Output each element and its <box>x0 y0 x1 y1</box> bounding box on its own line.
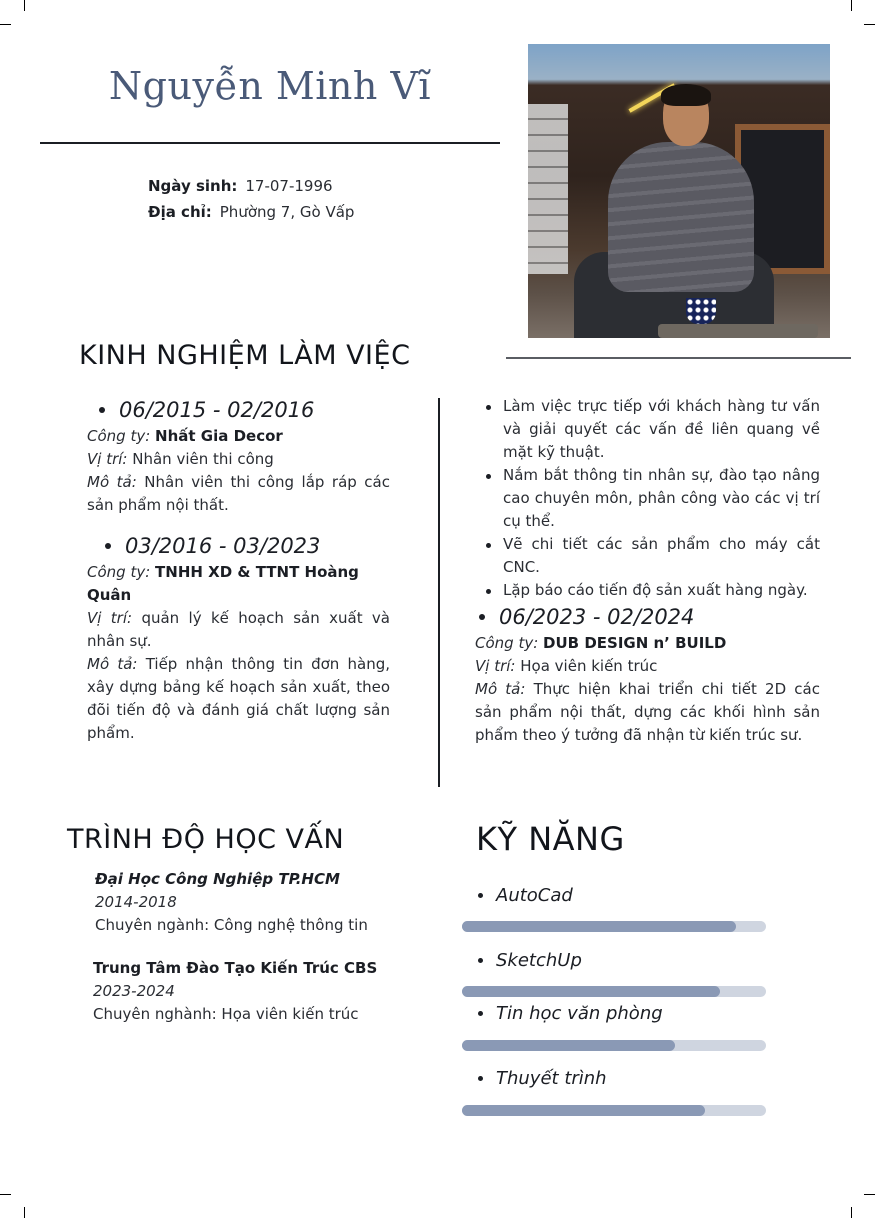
photo-table <box>658 324 818 338</box>
education-item <box>93 957 377 1026</box>
school-name: Đại Học Công Nghiệp TP.HCM <box>95 870 340 888</box>
job-entry <box>87 395 390 517</box>
description-row <box>87 471 390 517</box>
job-period <box>87 395 390 425</box>
bullet-icon <box>478 958 483 963</box>
skills-title: KỸ NĂNG <box>476 820 625 858</box>
skill-autocad <box>462 881 766 909</box>
company-label: Công ty: <box>475 634 539 652</box>
job-entry <box>475 602 820 747</box>
company-label: Công ty: <box>87 563 151 581</box>
description-value: Tiếp nhận thông tin đơn hàng, xây dựng bảng kế hoạch sản xuất, theo đõi tiến độ và đánh giá chất lượng sản phẩm. <box>87 655 390 742</box>
personal-info <box>148 173 354 225</box>
skill-name: Thuyết trình <box>496 1067 607 1089</box>
position-label: Vị trí: <box>87 450 128 468</box>
description-row <box>87 653 390 745</box>
portrait-photo <box>528 44 830 338</box>
task-item: Lặp báo cáo tiến độ sản xuất hàng ngày. <box>503 579 820 602</box>
skill-sketchup <box>462 946 766 974</box>
task-item: Làm việc trực tiếp với khách hàng tư vấn và giải quyết các vấn đề liên quang về mặt kỹ thuật. <box>503 395 820 464</box>
job-period <box>475 602 820 632</box>
skill-bar <box>462 986 766 997</box>
company-name: DUB DESIGN n’ BUILD <box>543 634 727 652</box>
task-item: Nắm bắt thông tin nhân sự, đào tạo nâng cao chuyên môn, phân công vào các vị trí cụ thể. <box>503 464 820 533</box>
task-item: Vẽ chi tiết các sản phẩm cho máy cắt CNC. <box>503 533 820 579</box>
crop-mark <box>24 0 25 11</box>
birth-value: 17-07-1996 <box>245 177 333 195</box>
skill-bar <box>462 921 766 932</box>
crop-mark <box>0 1194 11 1195</box>
experience-title: KINH NGHIỆM LÀM VIỆC <box>79 340 411 371</box>
header-divider <box>40 142 500 144</box>
skill-name: Tin học văn phòng <box>496 1002 663 1024</box>
skill-office <box>462 999 766 1027</box>
column-divider <box>438 398 440 787</box>
education-item <box>95 868 368 937</box>
skill-label <box>462 999 766 1027</box>
job-period <box>87 531 390 561</box>
birth-row <box>148 173 354 199</box>
bullet-icon <box>479 614 485 620</box>
school-major: Chuyên ngành: Công nghệ thông tin <box>95 916 368 934</box>
task-list <box>475 395 820 602</box>
crop-mark <box>864 24 875 25</box>
school-years: 2023-2024 <box>93 982 175 1000</box>
education-title: TRÌNH ĐỘ HỌC VẤN <box>67 824 345 855</box>
bullet-icon <box>478 1011 483 1016</box>
photo-wall <box>528 104 568 274</box>
description-value: Thực hiện khai triển chi tiết 2D các sản phẩm nội thất, dựng các khối hình sản phẩm theo ý tưởng đã nhận từ kiến trúc sư. <box>475 680 820 744</box>
photo-divider <box>506 357 851 359</box>
description-label: Mô tả: <box>475 680 526 698</box>
experience-left-column <box>87 395 390 759</box>
skill-label <box>462 881 766 909</box>
candidate-name: Nguyễn Minh Vĩ <box>108 64 432 108</box>
photo-hair <box>661 84 711 106</box>
period-text: 03/2016 - 03/2023 <box>125 534 321 558</box>
skill-bar-fill <box>462 1105 705 1116</box>
company-row <box>475 632 820 655</box>
photo-jacket <box>608 142 754 292</box>
skill-presentation <box>462 1064 766 1092</box>
period-text: 06/2023 - 02/2024 <box>499 605 695 629</box>
address-value: Phường 7, Gò Vấp <box>219 203 355 221</box>
school-name: Trung Tâm Đào Tạo Kiến Trúc CBS <box>93 959 378 977</box>
position-label: Vị trí: <box>87 609 133 627</box>
job-entry <box>87 531 390 745</box>
school-years: 2014-2018 <box>95 893 177 911</box>
school-major: Chuyên nghành: Họa viên kiến trúc <box>93 1005 359 1023</box>
position-value: quản lý kế hoạch sản xuất và nhân sự. <box>87 609 391 650</box>
position-row <box>475 655 820 678</box>
bullet-icon <box>478 1076 483 1081</box>
position-label: Vị trí: <box>475 657 516 675</box>
position-value: Nhân viên thi công <box>132 450 274 468</box>
description-label: Mô tả: <box>87 473 137 491</box>
skill-bar-fill <box>462 1040 675 1051</box>
crop-mark <box>851 1207 852 1218</box>
position-row <box>87 448 390 471</box>
position-value: Họa viên kiến trúc <box>520 657 658 675</box>
bullet-icon <box>99 407 105 413</box>
skill-bar <box>462 1105 766 1116</box>
bullet-icon <box>105 543 111 549</box>
skill-bar-fill <box>462 986 720 997</box>
description-row <box>475 678 820 747</box>
company-name: TNHH XD & TTNT Hoàng Quân <box>87 563 359 604</box>
position-row <box>87 607 390 653</box>
company-row <box>87 561 390 607</box>
skill-bar-fill <box>462 921 736 932</box>
skill-bar <box>462 1040 766 1051</box>
birth-label: Ngày sinh: <box>148 177 238 195</box>
skill-name: SketchUp <box>496 949 582 971</box>
crop-mark <box>24 1207 25 1218</box>
period-text: 06/2015 - 02/2016 <box>119 398 315 422</box>
skill-label <box>462 1064 766 1092</box>
company-name: Nhất Gia Decor <box>155 427 283 445</box>
crop-mark <box>851 0 852 11</box>
description-label: Mô tả: <box>87 655 138 673</box>
skill-label <box>462 946 766 974</box>
skill-name: AutoCad <box>496 884 573 906</box>
description-value: Nhân viên thi công lắp ráp các sản phẩm nội thất. <box>87 473 390 514</box>
bullet-icon <box>478 893 483 898</box>
address-row <box>148 199 354 225</box>
experience-right-column <box>475 395 820 761</box>
photo-cup <box>686 298 716 324</box>
address-label: Địa chỉ: <box>148 203 212 221</box>
company-row <box>87 425 390 448</box>
crop-mark <box>0 24 11 25</box>
crop-mark <box>864 1194 875 1195</box>
company-label: Công ty: <box>87 427 151 445</box>
